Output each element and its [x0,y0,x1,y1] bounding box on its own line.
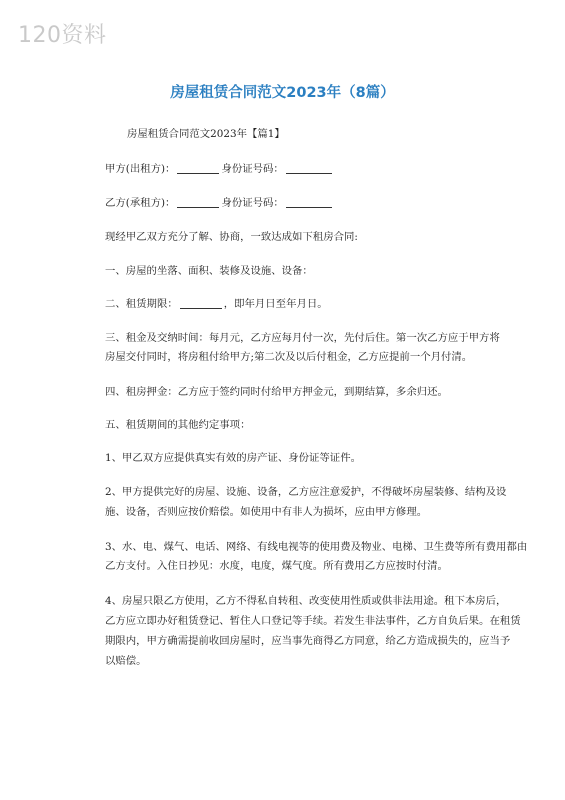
clause-2-before: 二、租赁期限： [105,298,178,310]
section-heading: 房屋租赁合同范文2023年【篇1】 [127,128,285,140]
party-b-id-blank [286,197,332,208]
party-a-line [105,162,334,176]
party-a-id-label: 身份证号码： [221,163,284,175]
clause-2-after: ，即年月日至年月日。 [223,298,328,310]
clause-5: 五、租赁期间的其他约定事项： [105,419,251,431]
item-2-line-2: 施、设备，否则应按价赔偿。如使用中有非人为损坏，应由甲方修理。 [105,506,428,518]
clause-4: 四、租房押金：乙方应于签约同时付给甲方押金元，到期结算，多余归还。 [105,386,448,398]
clause-1: 一、房屋的坐落、面积、装修及设施、设备： [105,265,313,277]
party-b-id-label: 身份证号码： [221,197,284,209]
party-a-id-blank [286,163,332,174]
party-b-label: 乙方(承租方)： [105,197,176,209]
item-3-line-2: 乙方支付。入住日抄见：水度，电度，煤气度。所有费用乙方应按时付清。 [105,560,448,572]
party-a-label: 甲方(出租方)： [105,163,176,175]
party-b-name-blank [177,197,219,208]
item-2-line-1: 2、甲方提供完好的房屋、设施、设备，乙方应注意爱护，不得破坏房屋装修、结构及设 [105,486,507,498]
party-b-line [105,196,334,210]
item-4-line-1: 4、房屋只限乙方使用，乙方不得私自转租、改变使用性质或供非法用途。租下本房后， [105,595,507,607]
document-title: 房屋租赁合同范文2023年（8篇） [170,85,395,101]
item-4-line-2: 乙方应立即办好租赁登记、暂住人口登记等手续。若发生非法事件，乙方自负后果。在租赁 [105,615,521,627]
clause-2 [105,297,328,311]
watermark-logo: 120资料 [18,23,107,48]
item-4-line-4: 以赔偿。 [105,655,147,667]
party-a-name-blank [177,163,219,174]
item-4-line-3: 期限内，甲方确需提前收回房屋时，应当事先商得乙方同意，给乙方造成损失的，应当予 [105,635,511,647]
clause-3-line-2: 房屋交付同时，将房租付给甲方;第二次及以后付租金，乙方应提前一个月付清。 [105,351,473,363]
intro-paragraph: 现经甲乙双方充分了解、协商，一致达成如下租房合同: [105,231,358,243]
item-1: 1、甲乙双方应提供真实有效的房产证、身份证等证件。 [105,452,361,464]
lease-term-blank [180,298,222,309]
clause-3-line-1: 三、租金及交纳时间：每月元，乙方应每月付一次，先付后住。第一次乙方应于甲方将 [105,332,500,344]
item-3-line-1: 3、水、电、煤气、电话、网络、有线电视等的使用费及物业、电梯、卫生费等所有费用都由 [105,541,528,553]
